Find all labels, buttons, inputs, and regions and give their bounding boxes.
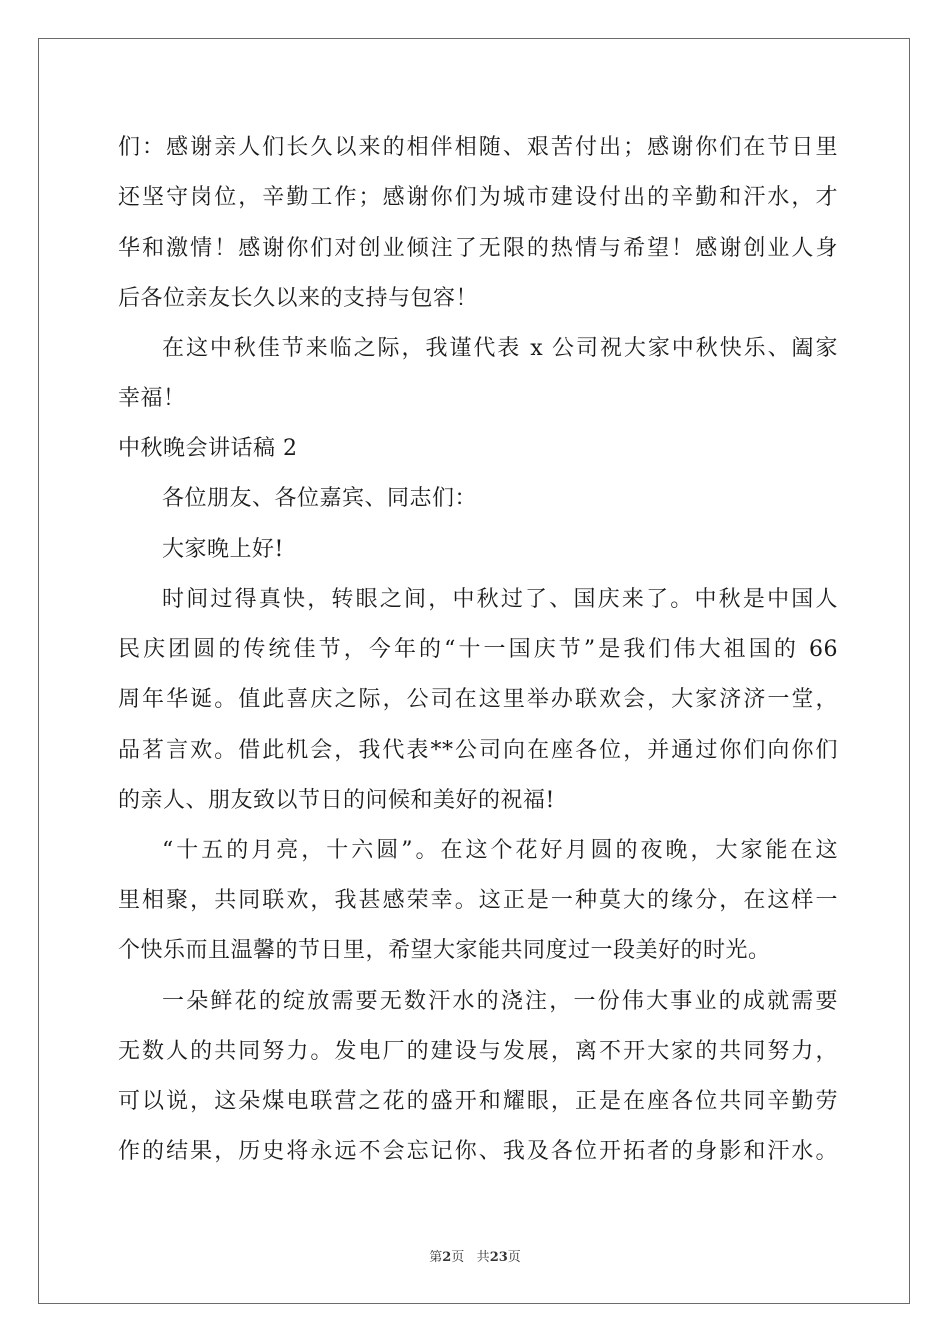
- text-line: 可以说，这朵煤电联营之花的盛开和耀眼，正是在座各位共同辛勤劳: [118, 1089, 838, 1114]
- text-line: 周年华诞。值此喜庆之际，公司在这里举办联欢会，大家济济一堂，: [118, 687, 838, 712]
- text-line: 作的结果，历史将永远不会忘记你、我及各位开拓者的身影和汗水。: [118, 1139, 838, 1164]
- text-line: 时间过得真快，转眼之间，中秋过了、国庆来了。中秋是中国人: [162, 587, 838, 612]
- text-line: “十五的月亮，十六圆”。在这个花好月圆的夜晚，大家能在这: [162, 838, 838, 863]
- text-line: 一朵鲜花的绽放需要无数汗水的浇注，一份伟大事业的成就需要: [162, 989, 838, 1014]
- text-line: 里相聚，共同联欢，我甚感荣幸。这正是一种莫大的缘分，在这样一: [118, 888, 838, 913]
- footer-total-prefix: 共: [476, 1250, 490, 1265]
- text-line: 幸福！: [118, 386, 186, 411]
- section-heading: 中秋晚会讲话稿 2: [118, 436, 298, 461]
- text-line: 民庆团圆的传统佳节，今年的“十一国庆节”是我们伟大祖国的 66: [118, 637, 838, 662]
- footer-page-number: 2: [442, 1250, 452, 1265]
- greeting: 大家晚上好!: [162, 537, 284, 562]
- footer-prefix: 第: [429, 1250, 443, 1265]
- text-line: 的亲人、朋友致以节日的问候和美好的祝福!: [118, 788, 555, 813]
- text-line: 个快乐而且温馨的节日里，希望大家能共同度过一段美好的时光。: [118, 938, 771, 963]
- text-line: 们：感谢亲人们长久以来的相伴相随、艰苦付出；感谢你们在节日里: [118, 135, 838, 160]
- text-line: 在这中秋佳节来临之际，我谨代表 x 公司祝大家中秋快乐、阖家: [162, 336, 838, 361]
- text-line: 品茗言欢。借此机会，我代表**公司向在座各位，并通过你们向你们: [118, 738, 838, 763]
- text-line: 还坚守岗位，辛勤工作；感谢你们为城市建设付出的辛勤和汗水，才: [118, 185, 838, 210]
- text-line: 无数人的共同努力。发电厂的建设与发展，离不开大家的共同努力，: [118, 1039, 838, 1064]
- footer-page-suffix: 页: [451, 1250, 465, 1265]
- footer-total-pages: 23: [489, 1250, 508, 1265]
- footer-total-suffix: 页: [507, 1250, 521, 1265]
- salutation: 各位朋友、各位嘉宾、同志们：: [162, 486, 478, 511]
- text-line: 华和激情！感谢你们对创业倾注了无限的热情与希望！感谢创业人身: [118, 236, 838, 261]
- page-footer: [0, 1246, 950, 1265]
- text-line: 后各位亲友长久以来的支持与包容！: [118, 286, 479, 311]
